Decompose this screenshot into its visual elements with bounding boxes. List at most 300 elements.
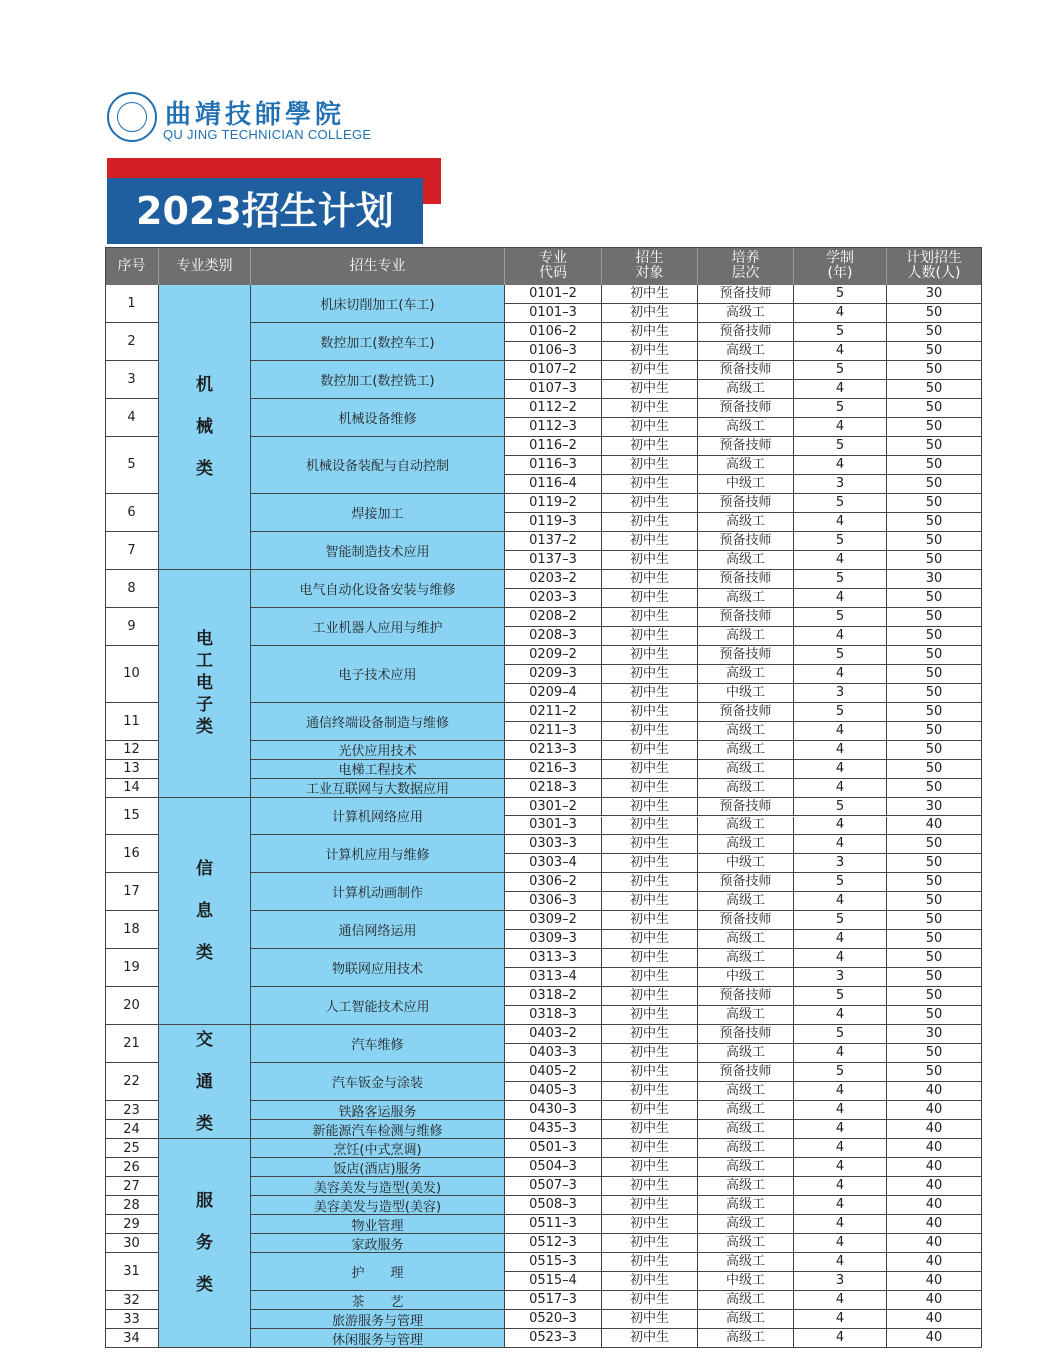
header-level-text: 层次 (731, 265, 760, 281)
training-level: 高级工 (698, 627, 794, 646)
header-years-text: 学制 (826, 250, 854, 266)
program-code: 0301–3 (505, 817, 602, 836)
training-level: 中级工 (698, 1272, 794, 1291)
training-level: 高级工 (698, 892, 794, 911)
college-logo (107, 92, 407, 144)
major-name: 烹饪(中式烹调) (251, 1139, 505, 1158)
study-years: 4 (794, 1044, 887, 1063)
major-name: 工业机器人应用与维护 (251, 608, 505, 646)
study-years: 5 (794, 646, 887, 665)
enrollment-target: 初中生 (602, 835, 698, 854)
study-years: 4 (794, 551, 887, 570)
training-level: 预备技师 (698, 399, 794, 418)
training-level: 中级工 (698, 854, 794, 873)
study-years: 4 (794, 760, 887, 779)
study-years: 4 (794, 835, 887, 854)
training-level: 预备技师 (698, 361, 794, 380)
major-name: 计算机网络应用 (251, 798, 505, 836)
training-level: 高级工 (698, 1253, 794, 1272)
enrollment-target: 初中生 (602, 475, 698, 494)
header-quota (887, 247, 982, 285)
enrollment-target: 初中生 (602, 1120, 698, 1139)
training-level: 预备技师 (698, 323, 794, 342)
training-level: 高级工 (698, 1082, 794, 1101)
enrollment-target: 初中生 (602, 513, 698, 532)
enrollment-target: 初中生 (602, 1272, 698, 1291)
planned-quota: 40 (887, 1310, 982, 1329)
program-code: 0306–2 (505, 873, 602, 892)
major-name: 茶 艺 (251, 1291, 505, 1310)
study-years: 5 (794, 798, 887, 817)
planned-quota: 50 (887, 608, 982, 627)
header-code-text: 代码 (539, 265, 567, 281)
study-years: 3 (794, 475, 887, 494)
planned-quota: 50 (887, 494, 982, 513)
training-level: 高级工 (698, 1215, 794, 1234)
row-number: 5 (105, 437, 159, 494)
study-years: 4 (794, 741, 887, 760)
row-number: 16 (105, 835, 159, 873)
training-level: 高级工 (698, 817, 794, 836)
enrollment-target: 初中生 (602, 646, 698, 665)
program-code: 0508–3 (505, 1196, 602, 1215)
major-name: 汽车维修 (251, 1025, 505, 1063)
major-name: 新能源汽车检测与维修 (251, 1120, 505, 1139)
planned-quota: 50 (887, 475, 982, 494)
study-years: 4 (794, 1310, 887, 1329)
program-code: 0303–3 (505, 835, 602, 854)
enrollment-target: 初中生 (602, 873, 698, 892)
header-level-text: 培养 (731, 250, 760, 266)
planned-quota: 50 (887, 968, 982, 987)
study-years: 4 (794, 665, 887, 684)
program-code: 0313–3 (505, 949, 602, 968)
major-name: 机械设备维修 (251, 399, 505, 437)
training-level: 高级工 (698, 835, 794, 854)
study-years: 4 (794, 1158, 887, 1177)
training-level: 高级工 (698, 342, 794, 361)
planned-quota: 50 (887, 456, 982, 475)
major-name: 物联网应用技术 (251, 949, 505, 987)
training-level: 高级工 (698, 418, 794, 437)
category-char: 服 (196, 1191, 213, 1212)
row-number: 29 (105, 1215, 159, 1234)
training-level: 中级工 (698, 968, 794, 987)
enrollment-target: 初中生 (602, 342, 698, 361)
row-number: 31 (105, 1253, 159, 1291)
row-number: 3 (105, 361, 159, 399)
program-code: 0213–3 (505, 741, 602, 760)
study-years: 4 (794, 1196, 887, 1215)
program-code: 0216–3 (505, 760, 602, 779)
header-quota-text: 人数(人) (907, 265, 961, 281)
program-code: 0306–3 (505, 892, 602, 911)
planned-quota: 50 (887, 873, 982, 892)
category-char: 类 (196, 1275, 213, 1296)
enrollment-target: 初中生 (602, 1082, 698, 1101)
program-code: 0203–3 (505, 589, 602, 608)
category-cell (159, 1025, 251, 1139)
major-name: 电子技术应用 (251, 646, 505, 703)
program-code: 0112–2 (505, 399, 602, 418)
study-years: 4 (794, 1120, 887, 1139)
planned-quota: 40 (887, 1196, 982, 1215)
enrollment-target: 初中生 (602, 361, 698, 380)
row-number: 1 (105, 285, 159, 323)
program-code: 0303–4 (505, 854, 602, 873)
enrollment-target: 初中生 (602, 1253, 698, 1272)
enrollment-target: 初中生 (602, 323, 698, 342)
row-number: 30 (105, 1234, 159, 1253)
program-code: 0137–3 (505, 551, 602, 570)
study-years: 5 (794, 703, 887, 722)
program-code: 0116–4 (505, 475, 602, 494)
program-code: 0430–3 (505, 1101, 602, 1120)
college-emblem-icon (107, 92, 157, 142)
header-target (602, 247, 698, 285)
study-years: 4 (794, 1139, 887, 1158)
program-code: 0106–3 (505, 342, 602, 361)
enrollment-target: 初中生 (602, 779, 698, 798)
program-code: 0520–3 (505, 1310, 602, 1329)
planned-quota: 40 (887, 1234, 982, 1253)
training-level: 高级工 (698, 1101, 794, 1120)
enrollment-target: 初中生 (602, 1177, 698, 1196)
study-years: 5 (794, 1025, 887, 1044)
study-years: 4 (794, 817, 887, 836)
enrollment-target: 初中生 (602, 1158, 698, 1177)
planned-quota: 50 (887, 684, 982, 703)
study-years: 5 (794, 285, 887, 304)
training-level: 高级工 (698, 304, 794, 323)
training-level: 中级工 (698, 684, 794, 703)
enrollment-target: 初中生 (602, 1063, 698, 1082)
category-char: 务 (196, 1233, 213, 1254)
header-target-text: 对象 (635, 265, 664, 281)
row-number: 12 (105, 741, 159, 760)
program-code: 0318–3 (505, 1006, 602, 1025)
category-cell (159, 285, 251, 570)
row-number: 26 (105, 1158, 159, 1177)
program-code: 0107–2 (505, 361, 602, 380)
enrollment-target: 初中生 (602, 1310, 698, 1329)
study-years: 4 (794, 418, 887, 437)
study-years: 4 (794, 304, 887, 323)
enrollment-target: 初中生 (602, 722, 698, 741)
planned-quota: 40 (887, 1139, 982, 1158)
training-level: 高级工 (698, 1329, 794, 1348)
category-cell (159, 1139, 251, 1348)
enrollment-target: 初中生 (602, 911, 698, 930)
planned-quota: 40 (887, 1158, 982, 1177)
program-code: 0101–2 (505, 285, 602, 304)
study-years: 4 (794, 1101, 887, 1120)
program-code: 0515–3 (505, 1253, 602, 1272)
enrollment-target: 初中生 (602, 798, 698, 817)
header-category (159, 247, 251, 285)
planned-quota: 50 (887, 1063, 982, 1082)
program-code: 0116–3 (505, 456, 602, 475)
category-char: 电 (196, 629, 213, 650)
program-code: 0523–3 (505, 1329, 602, 1348)
program-code: 0403–3 (505, 1044, 602, 1063)
major-name: 通信终端设备制造与维修 (251, 703, 505, 741)
study-years: 5 (794, 911, 887, 930)
header-code-text: 专业 (539, 250, 567, 266)
training-level: 预备技师 (698, 285, 794, 304)
major-name: 通信网络运用 (251, 911, 505, 949)
enrollment-target: 初中生 (602, 684, 698, 703)
major-name: 计算机动画制作 (251, 873, 505, 911)
planned-quota: 50 (887, 665, 982, 684)
enrollment-target: 初中生 (602, 1101, 698, 1120)
major-name: 休闲服务与管理 (251, 1329, 505, 1348)
row-number: 4 (105, 399, 159, 437)
planned-quota: 50 (887, 437, 982, 456)
study-years: 5 (794, 399, 887, 418)
planned-quota: 50 (887, 646, 982, 665)
category-char: 类 (196, 1113, 213, 1134)
row-number: 25 (105, 1139, 159, 1158)
planned-quota: 30 (887, 570, 982, 589)
college-name-cn: 曲靖技師學院 (165, 100, 346, 130)
program-code: 0211–2 (505, 703, 602, 722)
planned-quota: 30 (887, 285, 982, 304)
training-level: 预备技师 (698, 646, 794, 665)
row-number: 33 (105, 1310, 159, 1329)
program-code: 0403–2 (505, 1025, 602, 1044)
planned-quota: 50 (887, 760, 982, 779)
row-number: 6 (105, 494, 159, 532)
study-years: 4 (794, 589, 887, 608)
major-name: 机械设备装配与自动控制 (251, 437, 505, 494)
row-number: 28 (105, 1196, 159, 1215)
enrollment-target: 初中生 (602, 949, 698, 968)
major-name: 铁路客运服务 (251, 1101, 505, 1120)
program-code: 0301–2 (505, 798, 602, 817)
study-years: 4 (794, 949, 887, 968)
row-number: 17 (105, 873, 159, 911)
study-years: 4 (794, 1006, 887, 1025)
enrollment-table (105, 247, 982, 1348)
study-years: 5 (794, 873, 887, 892)
program-code: 0515–4 (505, 1272, 602, 1291)
training-level: 预备技师 (698, 437, 794, 456)
planned-quota: 50 (887, 835, 982, 854)
major-name: 工业互联网与大数据应用 (251, 779, 505, 798)
study-years: 4 (794, 1177, 887, 1196)
enrollment-target: 初中生 (602, 399, 698, 418)
major-name: 数控加工(数控车工) (251, 323, 505, 361)
row-number: 9 (105, 608, 159, 646)
study-years: 5 (794, 987, 887, 1006)
planned-quota: 40 (887, 1177, 982, 1196)
planned-quota: 50 (887, 418, 982, 437)
major-name: 光伏应用技术 (251, 741, 505, 760)
college-name-en: QU JING TECHNICIAN COLLEGE (163, 127, 372, 142)
enrollment-target: 初中生 (602, 968, 698, 987)
planned-quota: 50 (887, 551, 982, 570)
training-level: 预备技师 (698, 1025, 794, 1044)
enrollment-target: 初中生 (602, 854, 698, 873)
enrollment-target: 初中生 (602, 1215, 698, 1234)
major-name: 数控加工(数控铣工) (251, 361, 505, 399)
program-code: 0309–2 (505, 911, 602, 930)
planned-quota: 30 (887, 1025, 982, 1044)
planned-quota: 50 (887, 589, 982, 608)
study-years: 4 (794, 627, 887, 646)
planned-quota: 50 (887, 1044, 982, 1063)
training-level: 高级工 (698, 456, 794, 475)
training-level: 中级工 (698, 475, 794, 494)
program-code: 0517–3 (505, 1291, 602, 1310)
study-years: 4 (794, 1253, 887, 1272)
program-code: 0106–2 (505, 323, 602, 342)
enrollment-target: 初中生 (602, 532, 698, 551)
study-years: 4 (794, 1082, 887, 1101)
enrollment-target: 初中生 (602, 304, 698, 323)
header-major (251, 247, 505, 285)
study-years: 5 (794, 361, 887, 380)
major-name: 美容美发与造型(美发) (251, 1177, 505, 1196)
enrollment-target: 初中生 (602, 1234, 698, 1253)
study-years: 5 (794, 323, 887, 342)
study-years: 3 (794, 1272, 887, 1291)
study-years: 3 (794, 968, 887, 987)
training-level: 高级工 (698, 1310, 794, 1329)
row-number: 13 (105, 760, 159, 779)
study-years: 4 (794, 513, 887, 532)
training-level: 高级工 (698, 665, 794, 684)
training-level: 预备技师 (698, 494, 794, 513)
study-years: 5 (794, 570, 887, 589)
training-level: 高级工 (698, 1006, 794, 1025)
program-code: 0209–2 (505, 646, 602, 665)
planned-quota: 50 (887, 949, 982, 968)
category-char: 械 (196, 416, 213, 437)
planned-quota: 50 (887, 513, 982, 532)
study-years: 3 (794, 684, 887, 703)
header-major-text: 招生专业 (349, 257, 406, 274)
major-name: 护 理 (251, 1253, 505, 1291)
study-years: 4 (794, 1215, 887, 1234)
program-code: 0511–3 (505, 1215, 602, 1234)
training-level: 高级工 (698, 760, 794, 779)
training-level: 预备技师 (698, 532, 794, 551)
training-level: 高级工 (698, 513, 794, 532)
program-code: 0405–2 (505, 1063, 602, 1082)
category-char: 类 (196, 717, 213, 738)
planned-quota: 50 (887, 361, 982, 380)
training-level: 高级工 (698, 1196, 794, 1215)
training-level: 高级工 (698, 589, 794, 608)
study-years: 4 (794, 892, 887, 911)
planned-quota: 50 (887, 892, 982, 911)
training-level: 高级工 (698, 722, 794, 741)
study-years: 4 (794, 1234, 887, 1253)
training-level: 高级工 (698, 1158, 794, 1177)
category-cell (159, 798, 251, 1026)
training-level: 预备技师 (698, 703, 794, 722)
planned-quota: 50 (887, 703, 982, 722)
category-char: 信 (196, 858, 213, 879)
header-target-text: 招生 (635, 250, 664, 266)
study-years: 5 (794, 532, 887, 551)
study-years: 4 (794, 930, 887, 949)
program-code: 0405–3 (505, 1082, 602, 1101)
header-level (698, 247, 794, 285)
study-years: 5 (794, 437, 887, 456)
planned-quota: 50 (887, 399, 982, 418)
planned-quota: 50 (887, 627, 982, 646)
program-code: 0119–3 (505, 513, 602, 532)
category-char: 机 (196, 374, 213, 395)
program-code: 0512–3 (505, 1234, 602, 1253)
enrollment-target: 初中生 (602, 456, 698, 475)
major-name: 电梯工程技术 (251, 760, 505, 779)
planned-quota: 50 (887, 854, 982, 873)
major-name: 电气自动化设备安装与维修 (251, 570, 505, 608)
enrollment-target: 初中生 (602, 817, 698, 836)
program-code: 0209–3 (505, 665, 602, 684)
row-number: 14 (105, 779, 159, 798)
program-code: 0504–3 (505, 1158, 602, 1177)
enrollment-target: 初中生 (602, 380, 698, 399)
program-code: 0208–2 (505, 608, 602, 627)
training-level: 高级工 (698, 779, 794, 798)
training-level: 预备技师 (698, 608, 794, 627)
enrollment-target: 初中生 (602, 494, 698, 513)
planned-quota: 40 (887, 1082, 982, 1101)
program-code: 0313–4 (505, 968, 602, 987)
program-code: 0137–2 (505, 532, 602, 551)
planned-quota: 50 (887, 304, 982, 323)
planned-quota: 40 (887, 1120, 982, 1139)
category-char: 息 (196, 900, 213, 921)
row-number: 10 (105, 646, 159, 703)
program-code: 0218–3 (505, 779, 602, 798)
study-years: 4 (794, 1291, 887, 1310)
major-name: 美容美发与造型(美容) (251, 1196, 505, 1215)
row-number: 27 (105, 1177, 159, 1196)
planned-quota: 40 (887, 1253, 982, 1272)
row-number: 11 (105, 703, 159, 741)
study-years: 4 (794, 342, 887, 361)
enrollment-target: 初中生 (602, 892, 698, 911)
category-char: 交 (196, 1029, 213, 1050)
category-char: 类 (196, 942, 213, 963)
enrollment-target: 初中生 (602, 1025, 698, 1044)
header-years-text: (年) (827, 265, 853, 281)
program-code: 0318–2 (505, 987, 602, 1006)
training-level: 预备技师 (698, 1063, 794, 1082)
planned-quota: 40 (887, 1329, 982, 1348)
enrollment-target: 初中生 (602, 437, 698, 456)
planned-quota: 40 (887, 1272, 982, 1291)
study-years: 4 (794, 380, 887, 399)
header-category-text: 专业类别 (176, 257, 233, 274)
category-char: 子 (196, 695, 213, 716)
major-name: 人工智能技术应用 (251, 987, 505, 1025)
planned-quota: 50 (887, 722, 982, 741)
program-code: 0501–3 (505, 1139, 602, 1158)
planned-quota: 50 (887, 532, 982, 551)
training-level: 高级工 (698, 1120, 794, 1139)
row-number: 34 (105, 1329, 159, 1348)
row-number: 15 (105, 798, 159, 836)
planned-quota: 50 (887, 987, 982, 1006)
planned-quota: 50 (887, 911, 982, 930)
